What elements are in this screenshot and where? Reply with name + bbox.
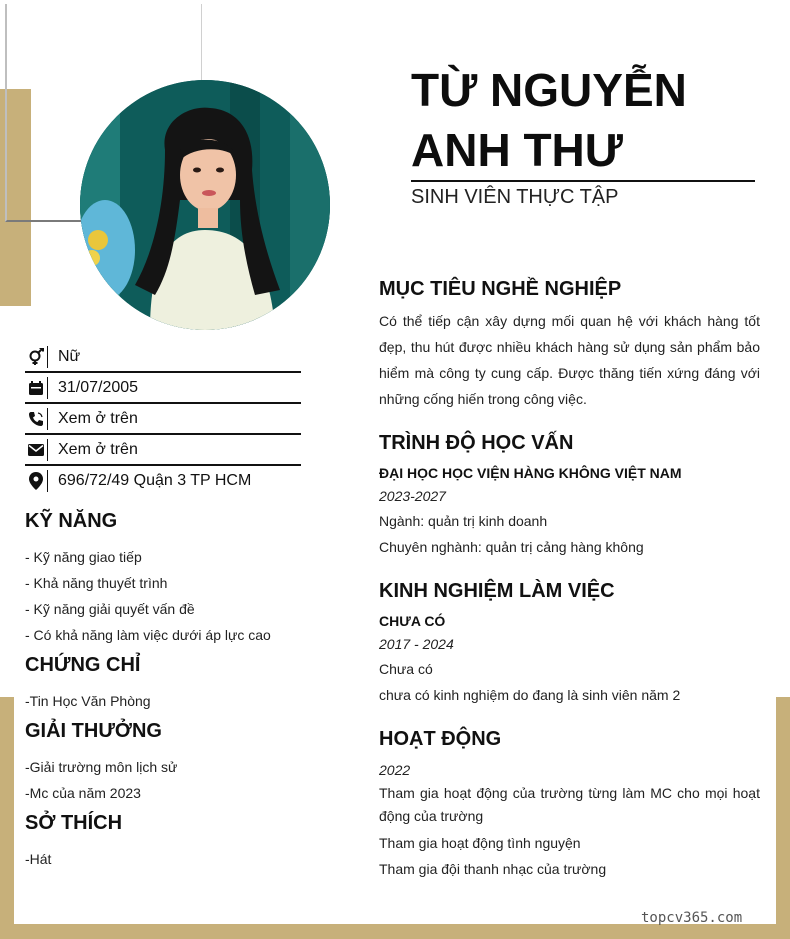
hobby-item: -Hát bbox=[25, 851, 52, 867]
hobbies-section bbox=[25, 810, 325, 872]
education-section bbox=[379, 430, 760, 560]
certificates-title: CHỨNG CHỈ bbox=[25, 654, 141, 676]
contact-birthdate bbox=[25, 372, 301, 403]
job-title: SINH VIÊN THỰC TẬP bbox=[411, 186, 619, 208]
contact-phone bbox=[25, 403, 301, 434]
phone-icon bbox=[25, 408, 47, 430]
experience-title: KINH NGHIỆM LÀM VIỆC bbox=[379, 580, 615, 602]
awards-section bbox=[25, 718, 325, 806]
skill-item: - Khả năng thuyết trình bbox=[25, 575, 168, 591]
name-line-2: ANH THƯ bbox=[411, 124, 623, 176]
email-value: Xem ở trên bbox=[58, 440, 138, 458]
school-name: ĐẠI HỌC HỌC VIỆN HÀNG KHÔNG VIỆT NAM bbox=[379, 465, 682, 481]
name-line-1: TỪ NGUYỄN bbox=[411, 64, 687, 116]
right-column bbox=[379, 276, 760, 900]
email-icon bbox=[25, 439, 47, 461]
objective-section bbox=[379, 276, 760, 412]
activities-title: HOẠT ĐỘNG bbox=[379, 728, 502, 750]
experience-description: chưa có kinh nghiệm do đang là sinh viên năm 2 bbox=[379, 687, 681, 703]
birthdate-value: 31/07/2005 bbox=[58, 378, 139, 396]
objective-title: MỤC TIÊU NGHỀ NGHIỆP bbox=[379, 278, 622, 300]
location-pin-icon bbox=[25, 470, 47, 492]
certificate-item: -Tin Học Văn Phòng bbox=[25, 693, 151, 709]
skills-title: KỸ NĂNG bbox=[25, 510, 118, 532]
skill-item: - Kỹ năng giải quyết vấn đề bbox=[25, 601, 195, 617]
experience-section bbox=[379, 578, 760, 708]
profile-photo bbox=[80, 80, 330, 330]
education-period: 2023-2027 bbox=[379, 488, 446, 504]
objective-text: Có thể tiếp cận xây dựng mối quan hệ với khách hàng tốt đẹp, thu hút được nhiều khách hàng sử dụng sản phẩm bảo hiểm mà công ty cung cấp. Được thăng tiến xứng đáng với những cống hiến trong công việc. bbox=[379, 313, 760, 407]
activity-item: Tham gia đội thanh nhạc của trường bbox=[379, 861, 607, 877]
candidate-name bbox=[411, 60, 771, 180]
contact-list bbox=[25, 341, 301, 496]
awards-title: GIẢI THƯỞNG bbox=[25, 720, 162, 742]
experience-period: 2017 - 2024 bbox=[379, 636, 454, 652]
activities-period: 2022 bbox=[379, 762, 411, 778]
gender-icon bbox=[25, 346, 47, 368]
contact-email bbox=[25, 434, 301, 465]
skills-section bbox=[25, 508, 325, 648]
education-title: TRÌNH ĐỘ HỌC VẤN bbox=[379, 432, 574, 454]
activity-item: Tham gia hoạt động tình nguyện bbox=[379, 835, 581, 851]
education-major: Ngành: quản trị kinh doanh bbox=[379, 513, 548, 529]
experience-position: Chưa có bbox=[379, 661, 433, 677]
contact-address bbox=[25, 465, 301, 496]
education-specialization: Chuyên nghành: quản trị cảng hàng không bbox=[379, 539, 644, 555]
award-item: -Mc của năm 2023 bbox=[25, 785, 141, 801]
left-column bbox=[25, 508, 325, 876]
watermark: topcv365.com bbox=[641, 910, 743, 926]
skill-item: - Có khả năng làm việc dưới áp lực cao bbox=[25, 627, 271, 643]
calendar-icon bbox=[25, 377, 47, 399]
name-divider bbox=[411, 180, 755, 182]
certificates-section bbox=[25, 652, 325, 714]
phone-value: Xem ở trên bbox=[58, 409, 138, 427]
activities-section bbox=[379, 726, 760, 882]
skill-item: - Kỹ năng giao tiếp bbox=[25, 549, 142, 565]
award-item: -Giải trường môn lịch sử bbox=[25, 759, 178, 775]
address-value: 696/72/49 Quận 3 TP HCM bbox=[58, 471, 252, 489]
hobbies-title: SỞ THÍCH bbox=[25, 812, 123, 834]
contact-gender bbox=[25, 341, 301, 372]
experience-company: CHƯA CÓ bbox=[379, 613, 446, 629]
gender-value: Nữ bbox=[58, 347, 81, 365]
activity-item: Tham gia hoạt động của trường từng làm MC cho mọi hoạt động của trường bbox=[379, 785, 760, 824]
